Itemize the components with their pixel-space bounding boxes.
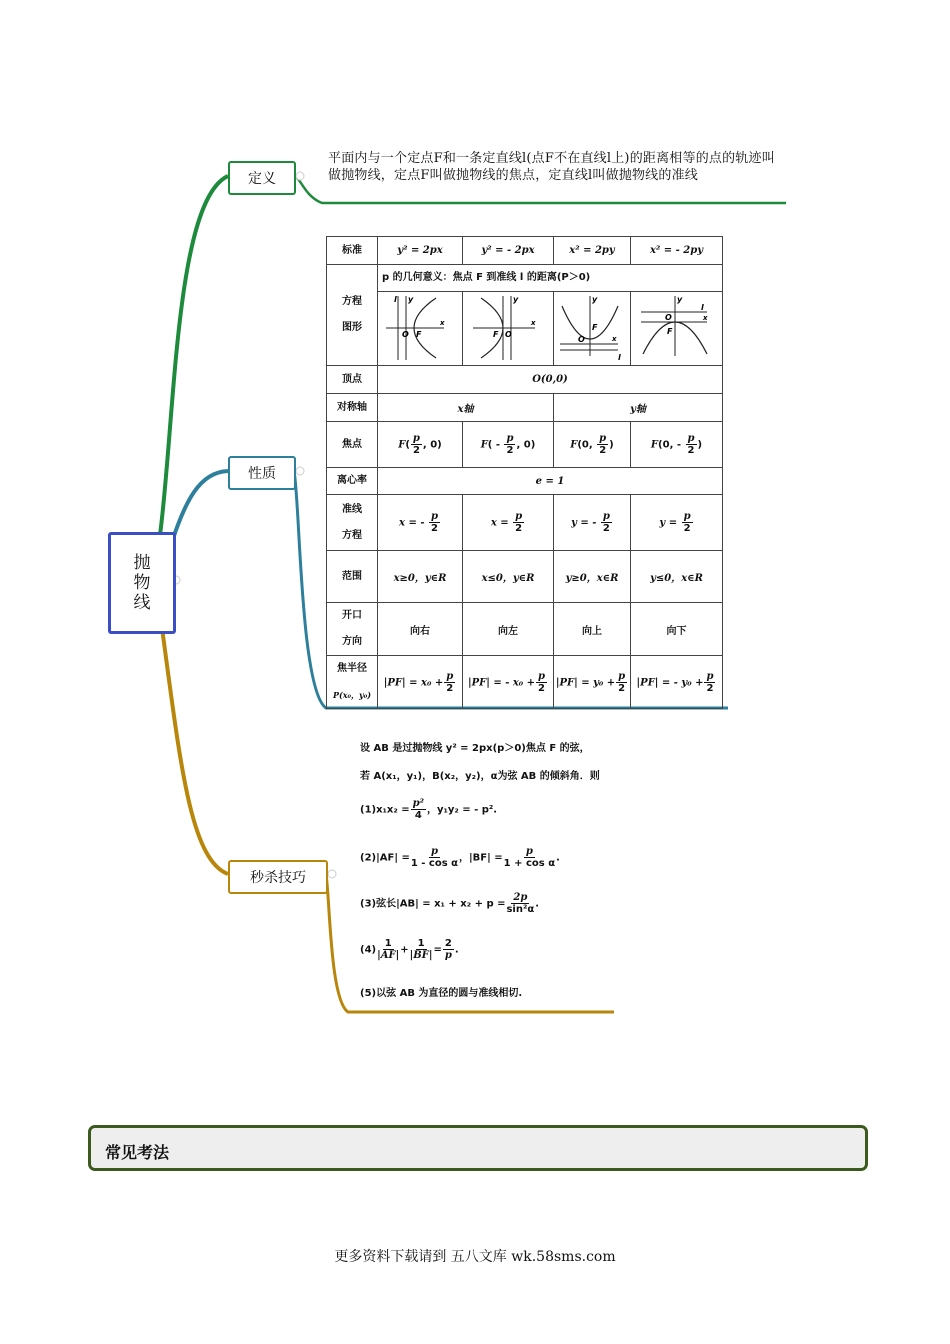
tricks-item-3: (3)弦长|AB| = x₁ + x₂ + p = $\frac{2p}{\text{sin²α}}$ . xyxy=(360,892,540,915)
std-eq-2: y² = - 2px xyxy=(463,237,554,265)
graph-opens-left xyxy=(463,292,554,365)
svg-text:y: y xyxy=(592,295,598,304)
row-label-radius: 焦半径 P(x₀，y₀) xyxy=(327,656,378,709)
svg-text:l: l xyxy=(618,353,621,362)
radius-4: |PF| = - y₀ + $\frac{p}{2}$ xyxy=(631,656,723,709)
tricks-branch xyxy=(162,628,228,874)
svg-text:x: x xyxy=(612,335,617,343)
axis-x: x轴 xyxy=(378,394,554,422)
range-3: y≥0，x∈R xyxy=(554,551,631,603)
row-label-range: 范围 xyxy=(327,551,378,603)
table-row xyxy=(327,495,723,551)
opening-4: 向下 xyxy=(631,603,723,656)
opening-2: 向左 xyxy=(463,603,554,656)
svg-text:O: O xyxy=(402,330,409,339)
tricks-intro-1: 设 AB 是过抛物线 y² = 2px(p＞0)焦点 F 的弦， xyxy=(360,743,590,754)
directrix-1: x = - $\frac{p}{2}$ xyxy=(378,495,463,551)
row-label-focus: 焦点 xyxy=(327,422,378,468)
svg-text:y: y xyxy=(408,295,414,304)
table-row xyxy=(327,366,723,394)
tricks-intro-2: 若 A(x₁，y₁)，B(x₂，y₂)，α为弦 AB 的倾斜角．则 xyxy=(360,771,600,782)
row-label-vertex: 顶点 xyxy=(327,366,378,394)
svg-text:F: F xyxy=(493,330,499,339)
focus-4: F(0, - $\frac{p}{2}$ ) xyxy=(631,422,723,468)
tricks-label: 秒杀技巧 xyxy=(250,870,306,886)
banner-title: 常见考法 xyxy=(105,1143,170,1162)
axis-y: y轴 xyxy=(554,394,723,422)
radius-2: |PF| = - x₀ + $\frac{p}{2}$ xyxy=(463,656,554,709)
definition-node[interactable] xyxy=(228,161,296,195)
focus-3: F(0, $\frac{p}{2}$ ) xyxy=(554,422,631,468)
svg-text:y: y xyxy=(513,295,519,304)
svg-text:x: x xyxy=(703,314,708,322)
svg-text:x: x xyxy=(531,319,536,327)
root-node[interactable] xyxy=(108,532,176,634)
p-meaning: p 的几何意义：焦点 F 到准线 l 的距离(P＞0) xyxy=(378,265,722,292)
graph-opens-right xyxy=(378,292,463,365)
svg-text:O: O xyxy=(505,330,512,339)
table-row xyxy=(327,394,723,422)
table-row xyxy=(327,551,723,603)
row-label-opening: 开口 方向 xyxy=(327,603,378,656)
table-row xyxy=(327,422,723,468)
section-banner xyxy=(88,1125,868,1171)
directrix-4: y = $\frac{p}{2}$ xyxy=(631,495,723,551)
row-label-directrix: 准线 方程 xyxy=(327,495,378,551)
row-label-graph xyxy=(327,265,378,366)
properties-label: 性质 xyxy=(248,466,276,482)
properties-node[interactable] xyxy=(228,456,296,490)
svg-text:O: O xyxy=(578,335,585,344)
svg-text:l: l xyxy=(394,295,397,304)
opening-3: 向上 xyxy=(554,603,631,656)
vertex-value: O(0,0) xyxy=(378,366,723,394)
tricks-node[interactable] xyxy=(228,860,328,894)
definition-label: 定义 xyxy=(248,171,276,187)
row-label-ecc: 离心率 xyxy=(327,468,378,495)
svg-text:x: x xyxy=(440,319,445,327)
graph-opens-down xyxy=(631,292,722,365)
row-label-graph-a: 方程 xyxy=(342,296,362,307)
row-label-axis: 对称轴 xyxy=(327,394,378,422)
directrix-2: x = $\frac{p}{2}$ xyxy=(463,495,554,551)
focus-2: F( - $\frac{p}{2}$ , 0) xyxy=(463,422,554,468)
root-label: 抛物线 xyxy=(133,553,151,613)
svg-text:F: F xyxy=(592,323,598,332)
opening-1: 向右 xyxy=(378,603,463,656)
properties-branch xyxy=(170,471,228,548)
table-row xyxy=(327,265,723,366)
table-row xyxy=(327,603,723,656)
radius-3: |PF| = y₀ + $\frac{p}{2}$ xyxy=(554,656,631,709)
range-1: x≥0，y∈R xyxy=(378,551,463,603)
svg-text:l: l xyxy=(701,303,704,312)
row-label-graph-b: 图形 xyxy=(342,322,362,333)
svg-text:O: O xyxy=(665,313,672,322)
svg-text:y: y xyxy=(677,295,683,304)
directrix-3: y = - $\frac{p}{2}$ xyxy=(554,495,631,551)
definition-text: 平面内与一个定点F和一条定直线l(点F不在直线l上)的距离相等的点的轨迹叫做抛物线，定点F叫做抛物线的焦点，定直线l叫做抛物线的准线 xyxy=(328,151,775,183)
std-eq-3: x² = 2py xyxy=(554,237,631,265)
range-4: y≤0，x∈R xyxy=(631,551,723,603)
std-eq-1: y² = 2px xyxy=(378,237,463,265)
range-2: x≤0，y∈R xyxy=(463,551,554,603)
tricks-item-1: (1)x₁x₂ = $\frac{\text{p²}}{4}$ ，y₁y₂ = - p². xyxy=(360,798,498,821)
svg-text:F: F xyxy=(416,330,422,339)
table-row xyxy=(327,468,723,495)
tricks-item-2: (2)|AF| = $\frac{p}{\text{1 - cos α}}$ ，|BF| = $\frac{p}{\text{1 + cos α}}$ . xyxy=(360,846,560,869)
table-row xyxy=(327,237,723,265)
definition-branch xyxy=(160,176,228,535)
svg-text:F: F xyxy=(667,327,673,336)
ecc-value: e = 1 xyxy=(378,468,723,495)
graph-opens-up xyxy=(554,292,631,365)
radius-1: |PF| = x₀ + $\frac{p}{2}$ xyxy=(378,656,463,709)
tricks-item-4: (4) $\frac{1}{|AF|}$ + $\frac{1}{|BF|}$ = $\frac{2}{p}$ . xyxy=(360,938,459,961)
focus-1: F( $\frac{p}{2}$ , 0) xyxy=(378,422,463,468)
std-eq-4: x² = - 2py xyxy=(631,237,723,265)
footer-text: 更多资料下载请到 五八文库 wk.58sms.com xyxy=(334,1249,616,1265)
tricks-item-5: (5)以弦 AB 为直径的圆与准线相切. xyxy=(360,988,523,999)
table-row xyxy=(327,656,723,709)
row-label-standard: 标准 xyxy=(327,237,378,265)
properties-table xyxy=(326,236,723,709)
